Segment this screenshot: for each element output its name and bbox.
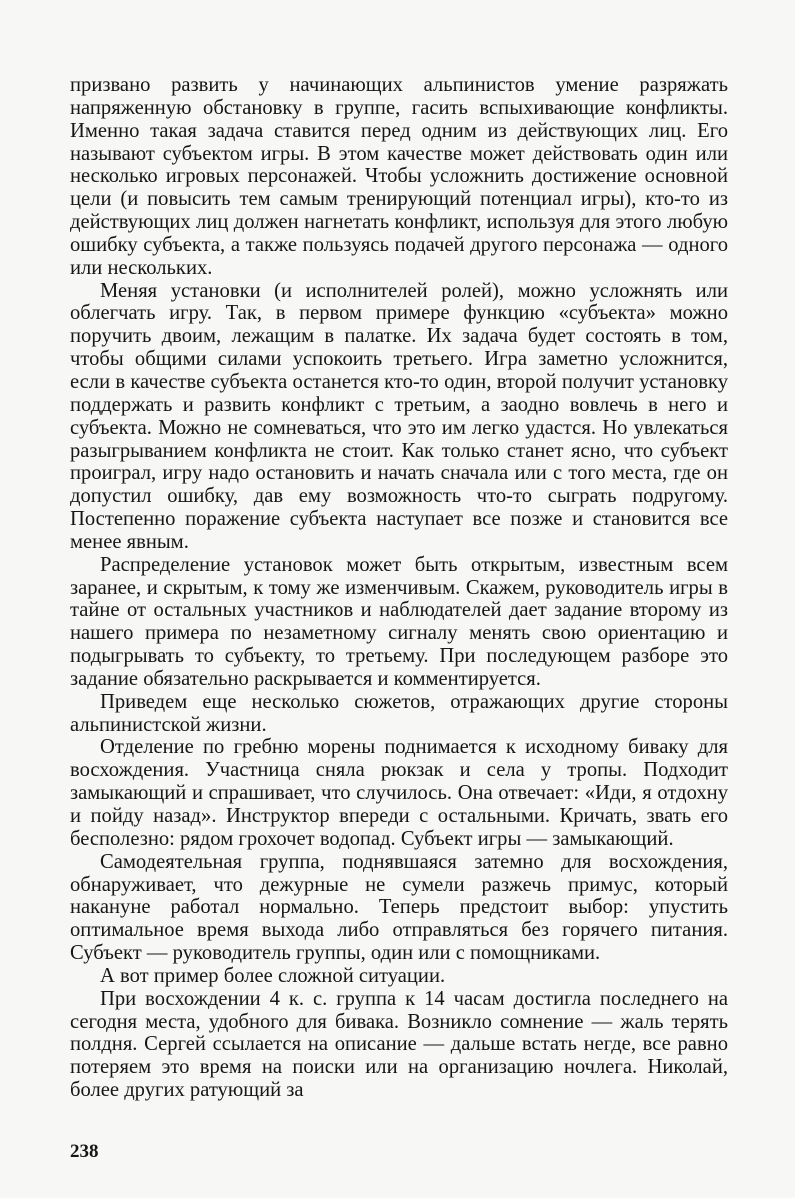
paragraph: Приведем еще несколько сюжетов, отражающих другие стороны альпинистской жизни.: [70, 690, 728, 736]
paragraph-continued: призвано развить у начинающих альпинистов умение разряжать напряженную обстановку в группе, гасить вспыхивающие конфликты. Именно такая задача ставится перед одним из действующих лиц. Его называют субъектом игры. В этом качестве может действовать один или несколько игровых персонажей. Чтобы усложнить достижение основной цели (и повысить тем самым тренирующий потенциал игры), кто-то из действующих лиц должен нагнетать конфликт, используя для этого любую ошибку субъекта, а также пользуясь подачей другого персонажа — одного или нескольких.: [70, 74, 728, 279]
paragraph: Меняя установки (и исполнителей ролей), можно усложнять или облегчать игру. Так, в первом примере функцию «субъекта» можно поручить двоим, лежащим в палатке. Их задача будет состоять в том, чтобы общими силами успокоить третьего. Игра заметно усложнится, если в качестве субъекта останется кто-то один, второй получит установку поддержать и развить конфликт с третьим, а заодно вовлечь в него и субъекта. Можно не сомневаться, что это им легко удастся. Но увлекаться разыгрыванием конфликта не стоит. Как только станет ясно, что субъект проиграл, игру надо остановить и начать сначала или с того места, где он допустил ошибку, дав ему возможность что-то сыграть подругому. Постепенно поражение субъекта наступает все позже и становится все менее явным.: [70, 279, 728, 553]
paragraph: Распределение установок может быть открытым, известным всем заранее, и скрытым, к тому же изменчивым. Скажем, руководитель игры в тайне от остальных участников и наблюдателей дает задание второму из нашего примера по незаметному сигналу менять свою ориентацию и подыгрывать то субъекту, то третьему. При последующем разборе это задание обязательно раскрывается и комментируется.: [70, 553, 728, 690]
page-number: 238: [70, 1141, 99, 1162]
body-text: [70, 74, 728, 1102]
paragraph: При восхождении 4 к. с. группа к 14 часам достигла последнего на сегодня места, удобного для бивака. Возникло сомнение — жаль терять полдня. Сергей ссылается на описание — дальше встать негде, все равно потеряем это время на поиски или на организацию ночлега. Николай, более других ратующий за: [70, 987, 728, 1102]
paragraph: Отделение по гребню морены поднимается к исходному бивaку для восхождения. Участница сняла рюкзак и села у тропы. Подходит замыкающий и спрашивает, что случилось. Она отвечает: «Иди, я отдохну и пойду назад». Инструктор впереди с остальными. Кричать, звать его бесполезно: рядом грохочет водопад. Субъект игры — замыкающий.: [70, 736, 728, 850]
paragraph: А вот пример более сложной ситуации.: [100, 964, 446, 987]
paragraph: Самодеятельная группа, поднявшаяся затемно для восхождения, обнаруживает, что дежурные не сумели разжечь примус, который накануне работал нормально. Теперь предстоит выбор: упустить оптимальное время выхода либо отправляться без горячего питания. Субъект — руководитель группы, один или с помощниками.: [70, 850, 728, 965]
